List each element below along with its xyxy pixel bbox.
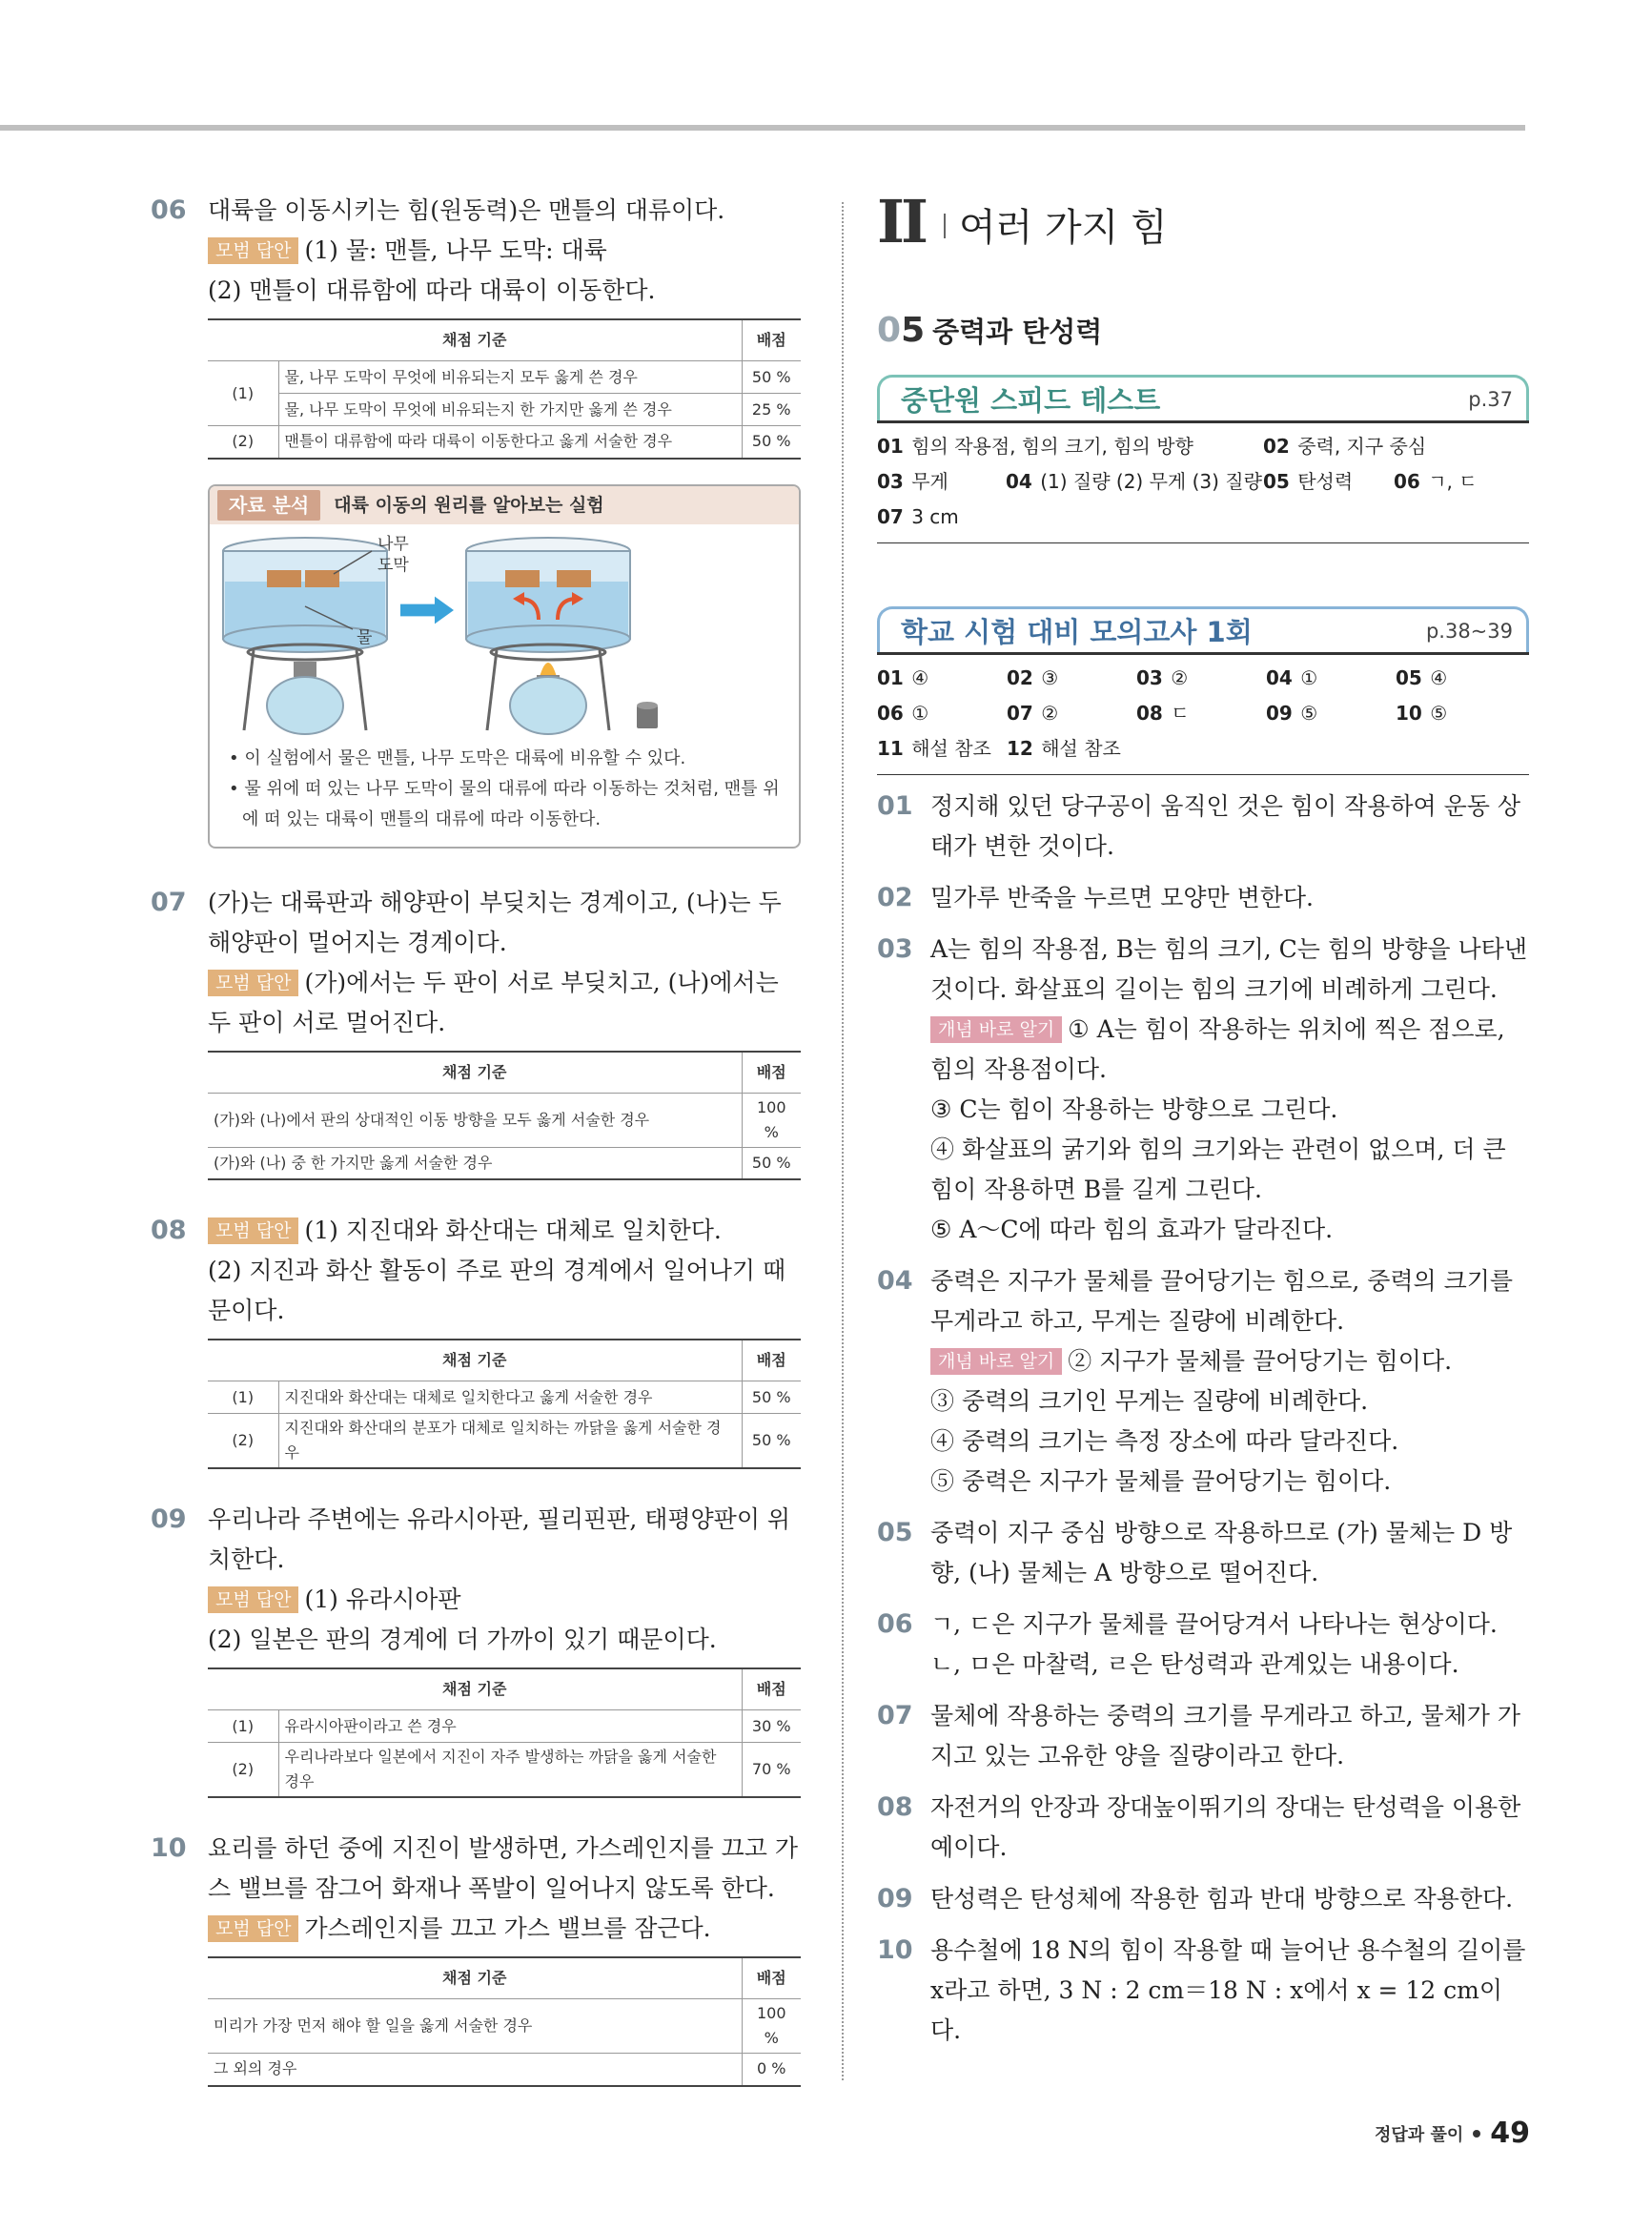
question-text: (가)는 대륙판과 해양판이 부딪치는 경계이고, (나)는 두 해양판이 멀어지는 경계이다. (208, 888, 782, 956)
page-number: 49 (1490, 2117, 1530, 2150)
explanation-04: 04 중력은 지구가 물체를 끌어당기는 힘으로, 중력의 크기를 무게라고 하고, 무게는 질량에 비례한다. 개념 바로 알기 ② 지구가 물체를 끌어당기는 힘이다. ③ 중력의 크기인 무게는 질량에 비례한다. ④ 중력의 크기는 측정 장소에 따라 달라진다. ⑤ 중력은 지구가 물체를 끌어당기는 힘이다. (877, 1266, 1514, 1495)
speed-test-page: p.37 (1468, 387, 1513, 411)
table-header: 배점 (742, 1340, 801, 1381)
chapter-number: 05 (877, 311, 926, 350)
mock-test-header (877, 606, 1529, 652)
explanation-07: 07 물체에 작용하는 중력의 크기를 무게라고 하고, 물체가 가지고 있는 고유한 양을 질량이라고 한다. (877, 1701, 1521, 1770)
convection-experiment-illustration (210, 524, 799, 740)
answer-text: (2) 지진과 화산 활동이 주로 판의 경계에서 일어나기 때문이다. (208, 1257, 786, 1324)
column-divider (842, 202, 844, 2080)
table-header: 채점 기준 (208, 1668, 742, 1710)
grading-table (208, 1339, 801, 1469)
explanation-08: 08 자전거의 안장과 장대높이뛰기의 장대는 탄성력을 이용한 예이다. (877, 1792, 1521, 1861)
answer-item: 08 ㄷ (1136, 702, 1190, 725)
question-08 (153, 1211, 801, 1469)
top-rule (0, 125, 1525, 131)
answer-item: 06 ㄱ, ㄷ (1394, 470, 1478, 493)
explanation-06: 06 ㄱ, ㄷ은 지구가 물체를 끌어당겨서 나타나는 현상이다. ㄴ, ㅁ은 마찰력, ㄹ은 탄성력과 관계있는 내용이다. (877, 1609, 1498, 1678)
table-row: (1) 물, 나무 도막이 무엇에 비유되는지 모두 옳게 쓴 경우 50 % (208, 361, 801, 394)
table-header: 배점 (742, 1668, 801, 1710)
question-number: 10 (151, 1833, 187, 1863)
unit-heading (877, 186, 1529, 256)
table-row: 물, 나무 도막이 무엇에 비유되는지 한 가지만 옳게 쓴 경우 25 % (208, 394, 801, 426)
label-water: 물 (357, 627, 373, 647)
experiment-figure (210, 524, 799, 740)
answer-item: 02 중력, 지구 중심 (1263, 435, 1427, 458)
answer-item: 11 해설 참조 (877, 737, 991, 760)
explanation-01: 01 정지해 있던 당구공이 움직인 것은 힘이 작용하여 운동 상태가 변한 것이다. (877, 791, 1521, 860)
mock-test-answers (877, 652, 1529, 774)
question-text: 요리를 하던 중에 지진이 발생하면, 가스레인지를 끄고 가스 밸브를 잠그어 화재나 폭발이 일어나지 않도록 한다. (208, 1834, 799, 1902)
unit-separator (944, 214, 946, 238)
table-header: 배점 (742, 1957, 801, 1999)
explanation-10: 10 용수철에 18 N의 힘이 작용할 때 늘어난 용수철의 길이를 x라고 하면, 3 N : 2 cm＝18 N : x에서 x = 12 cm이다. (877, 1935, 1526, 2044)
left-column (153, 191, 801, 2087)
data-analysis-box (208, 484, 801, 849)
table-row: 미리가 가장 먼저 해야 할 일을 옳게 서술한 경우 100 % (208, 1999, 801, 2054)
model-answer-tag: 모범 답안 (208, 237, 298, 264)
chapter-heading (877, 311, 1529, 350)
speed-test-header (877, 375, 1529, 420)
answer-item: 06 ① (877, 702, 929, 725)
data-analysis-tag: 자료 분석 (217, 490, 320, 521)
answer-item: 02 ③ (1007, 666, 1059, 689)
concept-tag: 개념 바로 알기 (930, 1348, 1062, 1375)
explanation-03: 03 A는 힘의 작용점, B는 힘의 크기, C는 힘의 방향을 나타낸 것이다. 화살표의 길이는 힘의 크기에 비례하게 그린다. 개념 바로 알기 ① A는 힘이 작용하는 위치에 찍은 점으로, 힘의 작용점이다. ③ C는 힘이 작용하는 방향으로 그린다. ④ 화살표의 굵기와 힘의 크기와는 관련이 없으며, 더 큰 힘이 작용하면 B를 길게 그린다. ⑤ A～C에 따라 힘의 효과가 달라진다. (877, 934, 1527, 1243)
mock-test-title: 학교 시험 대비 모의고사 1회 (901, 616, 1253, 648)
page-footer (1375, 2117, 1530, 2150)
bullet-dot-icon (1473, 2130, 1480, 2138)
answer-item: 07 ② (1007, 702, 1059, 725)
answer-item: 03 무게 (877, 470, 948, 493)
answer-item: 05 ④ (1396, 666, 1448, 689)
model-answer-tag: 모범 답안 (208, 1217, 298, 1244)
answer-text: (2) 일본은 판의 경계에 더 가까이 있기 때문이다. (208, 1626, 717, 1653)
chapter-title: 중력과 탄성력 (932, 316, 1103, 348)
model-answer-tag: 모범 답안 (208, 1586, 298, 1613)
question-09 (153, 1500, 801, 1798)
table-row: (2) 맨틀이 대류함에 따라 대륙이 이동한다고 옳게 서술한 경우 50 % (208, 426, 801, 459)
question-number: 06 (151, 195, 187, 225)
table-header: 채점 기준 (208, 1957, 742, 1999)
answer-item: 04 (1) 질량 (2) 무게 (3) 질량 (1006, 470, 1262, 493)
explanations (877, 787, 1529, 2051)
table-header: 채점 기준 (208, 319, 742, 361)
explanation-09: 09 탄성력은 탄성체에 작용한 힘과 반대 방향으로 작용한다. (877, 1884, 1514, 1913)
mock-test-page: p.38~39 (1425, 619, 1513, 643)
speed-test-answers (877, 420, 1529, 543)
explanation-02: 02 밀가루 반죽을 누르면 모양만 변한다. (877, 883, 1314, 912)
question-10 (153, 1829, 801, 2087)
right-column (877, 186, 1529, 2051)
question-number: 07 (151, 887, 187, 917)
table-header: 배점 (742, 319, 801, 361)
answer-text: (1) 유라시아판 (304, 1586, 461, 1613)
table-row: (1) 유라시아판이라고 쓴 경우 30 % (208, 1710, 801, 1743)
answer-item: 05 탄성력 (1263, 470, 1354, 493)
speed-test-title: 중단원 스피드 테스트 (901, 384, 1161, 417)
table-header: 배점 (742, 1052, 801, 1094)
footer-label: 정답과 풀이 (1375, 2124, 1464, 2145)
explanation-05: 05 중력이 지구 중심 방향으로 작용하므로 (가) 물체는 D 방향, (나) 물체는 A 방향으로 떨어진다. (877, 1518, 1513, 1586)
answer-item: 10 ⑤ (1396, 702, 1448, 725)
question-number: 09 (151, 1504, 187, 1534)
bullet-1: • 이 실험에서 물은 맨틀, 나무 도막은 대륙에 비유할 수 있다. (229, 747, 686, 768)
label-wood-line1: 나무 (377, 534, 409, 554)
answer-text: (가)에서는 두 판이 서로 부딪치고, (나)에서는 두 판이 서로 멀어진다. (208, 968, 779, 1036)
answer-text: (1) 지진대와 화산대는 대체로 일치한다. (304, 1217, 722, 1244)
table-header: 채점 기준 (208, 1340, 742, 1381)
model-answer-tag: 모범 답안 (208, 970, 298, 996)
grading-table (208, 1956, 801, 2087)
data-analysis-title: 대륙 이동의 원리를 알아보는 실험 (334, 494, 604, 516)
answer-text: (2) 맨틀이 대류함에 따라 대륙이 이동한다. (208, 276, 656, 304)
grading-table (208, 1051, 801, 1181)
question-number: 08 (151, 1216, 187, 1245)
question-07 (153, 883, 801, 1181)
table-row: (가)와 (나)에서 판의 상대적인 이동 방향을 모두 옳게 서술한 경우 100 % (208, 1093, 801, 1147)
bullet-2: • 물 위에 떠 있는 나무 도막이 물의 대류에 따라 이동하는 것처럼, 맨틀 위에 떠 있는 대륙이 맨틀의 대류에 따라 이동한다. (229, 778, 780, 829)
concept-tag: 개념 바로 알기 (930, 1016, 1062, 1043)
unit-roman-numeral: II (877, 186, 926, 256)
question-text: 우리나라 주변에는 유라시아판, 필리핀판, 태평양판이 위치한다. (208, 1505, 791, 1573)
question-text: 대륙을 이동시키는 힘(원동력)은 맨틀의 대류이다. (208, 196, 725, 224)
answer-item: 07 3 cm (877, 505, 959, 528)
table-row: (2) 우리나라보다 일본에서 지진이 자주 발생하는 까닭을 옳게 서술한 경우 70 % (208, 1743, 801, 1798)
table-row: (1) 지진대와 화산대는 대체로 일치한다고 옳게 서술한 경우 50 % (208, 1381, 801, 1414)
table-row: (가)와 (나) 중 한 가지만 옳게 서술한 경우 50 % (208, 1147, 801, 1179)
answer-item: 04 ① (1266, 666, 1318, 689)
grading-table (208, 318, 801, 460)
grading-table (208, 1667, 801, 1798)
answer-text: (1) 물: 맨틀, 나무 도막: 대륙 (304, 236, 607, 264)
answer-item: 09 ⑤ (1266, 702, 1318, 725)
model-answer-tag: 모범 답안 (208, 1915, 298, 1942)
answer-text: 가스레인지를 끄고 가스 밸브를 잠근다. (304, 1914, 711, 1942)
answer-item: 03 ② (1136, 666, 1189, 689)
table-row: (2) 지진대와 화산대의 분포가 대체로 일치하는 까닭을 옳게 서술한 경우 50 % (208, 1414, 801, 1469)
unit-title: 여러 가지 힘 (959, 205, 1168, 250)
answer-item: 12 해설 참조 (1007, 737, 1121, 760)
question-06 (153, 191, 801, 849)
answer-item: 01 ④ (877, 666, 929, 689)
table-row: 그 외의 경우 0 % (208, 2054, 801, 2086)
label-wood-line2: 도막 (377, 555, 409, 575)
answer-item: 01 힘의 작용점, 힘의 크기, 힘의 방향 (877, 435, 1193, 458)
table-header: 채점 기준 (208, 1052, 742, 1094)
